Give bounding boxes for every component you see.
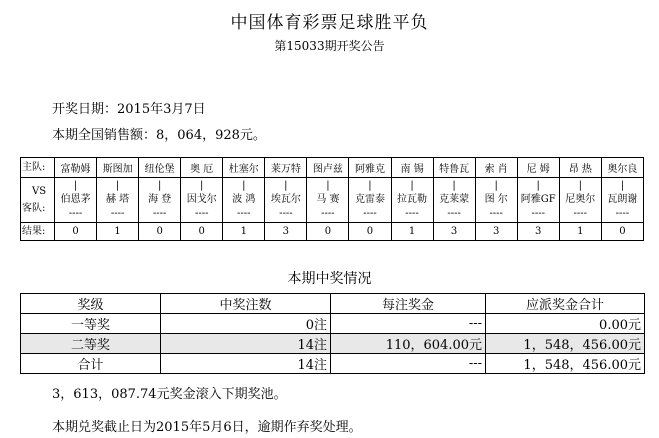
- home-team-cell: 昂 热: [559, 158, 601, 178]
- level-cell: 合计: [21, 354, 161, 374]
- vs-cell: [349, 178, 391, 223]
- prize-row-sum: [21, 354, 645, 374]
- vs-bar: |: [115, 180, 120, 191]
- per-bet-cell: ---: [331, 314, 486, 334]
- prize-table: [20, 293, 645, 374]
- vs-dash: ----: [531, 208, 545, 219]
- match-table: [20, 157, 644, 241]
- per-bet-cell: ---: [331, 354, 486, 374]
- issue-subtitle: 第15033期开奖公告: [274, 39, 385, 53]
- result-cell: 0: [349, 223, 391, 241]
- away-team-name: 克莱蒙: [439, 194, 470, 205]
- home-team-cell: 富勒姆: [55, 158, 97, 178]
- count-cell: 14注: [161, 354, 331, 374]
- vs-away-label: [21, 178, 55, 223]
- result-cell: 3: [265, 223, 307, 241]
- result-cell: 1: [223, 223, 265, 241]
- home-team-cell: 莱万特: [265, 158, 307, 178]
- home-team-cell: 杜塞尔: [223, 158, 265, 178]
- away-team-name: 因戈尔: [186, 194, 217, 205]
- vs-dash: ----: [321, 208, 335, 219]
- level-cell: 一等奖: [21, 314, 161, 334]
- vs-cell: [265, 178, 307, 223]
- home-team-cell: 尼 姆: [517, 158, 559, 178]
- vs-dash: ----: [194, 208, 209, 219]
- prize-header-row: [21, 294, 645, 314]
- vs-bar: |: [410, 180, 414, 191]
- home-row: [21, 158, 644, 178]
- result-cell: 1: [391, 223, 433, 241]
- home-team-cell: 奥 厄: [181, 158, 223, 178]
- vs-cell: [517, 178, 559, 223]
- total-cell: 0.00元: [486, 314, 645, 334]
- result-cell: 0: [601, 223, 643, 241]
- home-team-cell: 索 肖: [475, 158, 517, 178]
- vs-bar: |: [368, 180, 372, 191]
- away-team-name: 克雷泰: [354, 194, 385, 205]
- away-team-name: 赫 塔: [106, 194, 130, 205]
- vs-cell: [55, 178, 97, 223]
- vs-cell: [475, 178, 517, 223]
- away-team-name: 埃瓦尔: [270, 194, 301, 205]
- away-team-name: 波 鸿: [232, 194, 256, 205]
- vs-dash: ----: [363, 208, 377, 219]
- home-label: 主队:: [21, 158, 55, 178]
- page-title: 中国体育彩票足球胜平负: [230, 13, 429, 33]
- result-cell: 0: [181, 223, 223, 241]
- vs-dash: ----: [68, 208, 83, 219]
- away-team-name: 图 尔: [484, 194, 508, 205]
- header-total: 应派奖金合计: [486, 294, 645, 314]
- vs-cell: [97, 178, 139, 223]
- away-team-name: 阿雅GF: [520, 194, 556, 205]
- vs-dash: ----: [447, 208, 461, 219]
- result-cell: 0: [307, 223, 349, 241]
- vs-cell: [433, 178, 475, 223]
- vs-bar: |: [452, 180, 456, 191]
- vs-cell: [601, 178, 643, 223]
- result-label: 结果:: [21, 223, 55, 241]
- result-cell: 3: [433, 223, 475, 241]
- rollover-note: 3，613，087.74元奖金滚入下期奖池。: [52, 387, 287, 402]
- away-team-name: 马 赛: [316, 194, 340, 205]
- vs-bar: |: [620, 180, 625, 191]
- vs-bar: |: [284, 180, 288, 191]
- result-cell: 0: [55, 223, 97, 241]
- home-team-cell: 阿雅克: [349, 158, 391, 178]
- level-cell: 二等奖: [21, 334, 161, 354]
- total-cell: 1，548，456.00元: [486, 334, 645, 354]
- home-team-cell: 纽伦堡: [139, 158, 181, 178]
- header-level: 奖级: [21, 294, 161, 314]
- away-team-name: 拉瓦勒: [397, 194, 428, 205]
- away-team-name: 瓦朗谢: [607, 194, 638, 205]
- vs-dash: ----: [152, 208, 167, 219]
- vs-dash: ----: [279, 208, 293, 219]
- vs-dash: ----: [489, 208, 503, 219]
- vs-bar: |: [242, 180, 246, 191]
- vs-cell: [391, 178, 433, 223]
- vs-bar: |: [578, 180, 582, 191]
- vs-dash: ----: [110, 208, 125, 219]
- away-team-name: 伯恩茅: [60, 194, 91, 205]
- home-team-cell: 特鲁瓦: [433, 158, 475, 178]
- vs-cell: [559, 178, 601, 223]
- home-team-cell: 奥尔良: [601, 158, 643, 178]
- result-cell: 1: [97, 223, 139, 241]
- vs-bar: |: [73, 180, 78, 191]
- vs-cell: [223, 178, 265, 223]
- vs-bar: |: [157, 180, 162, 191]
- header-per-bet: 每注奖金: [331, 294, 486, 314]
- result-cell: 0: [139, 223, 181, 241]
- home-team-cell: 南 锡: [391, 158, 433, 178]
- away-label: 客队:: [22, 203, 46, 214]
- prize-section-title: 本期中奖情况: [287, 271, 372, 287]
- sales-amount: 本期全国销售额：8，064，928元。: [52, 128, 266, 143]
- vs-cell: [307, 178, 349, 223]
- away-team-name: 尼奥尔: [565, 194, 596, 205]
- vs-row: [21, 178, 644, 223]
- header-count: 中奖注数: [161, 294, 331, 314]
- vs-label: VS: [32, 186, 47, 197]
- count-cell: 14注: [161, 334, 331, 354]
- count-cell: 0注: [161, 314, 331, 334]
- vs-dash: ----: [573, 208, 588, 219]
- vs-bar: |: [326, 180, 330, 191]
- result-row: [21, 223, 644, 241]
- total-cell: 1，548，456.00元: [486, 354, 645, 374]
- prize-row-first: [21, 314, 645, 334]
- result-cell: 3: [517, 223, 559, 241]
- vs-bar: |: [200, 180, 204, 191]
- vs-dash: ----: [405, 208, 419, 219]
- prize-row-second: [21, 334, 645, 354]
- home-team-cell: 斯图加: [97, 158, 139, 178]
- draw-date: 开奖日期：2015年3月7日: [52, 102, 206, 117]
- result-cell: 1: [559, 223, 601, 241]
- vs-dash: ----: [615, 208, 630, 219]
- away-team-name: 海 登: [148, 194, 172, 205]
- vs-cell: [181, 178, 223, 223]
- deadline-note: 本期兑奖截止日为2015年5月6日，逾期作弃奖处理。: [52, 420, 362, 435]
- vs-bar: |: [494, 180, 498, 191]
- result-cell: 3: [475, 223, 517, 241]
- vs-dash: ----: [237, 208, 251, 219]
- vs-bar: |: [536, 180, 540, 191]
- per-bet-cell: 110，604.00元: [331, 334, 486, 354]
- home-team-cell: 图卢兹: [307, 158, 349, 178]
- vs-cell: [139, 178, 181, 223]
